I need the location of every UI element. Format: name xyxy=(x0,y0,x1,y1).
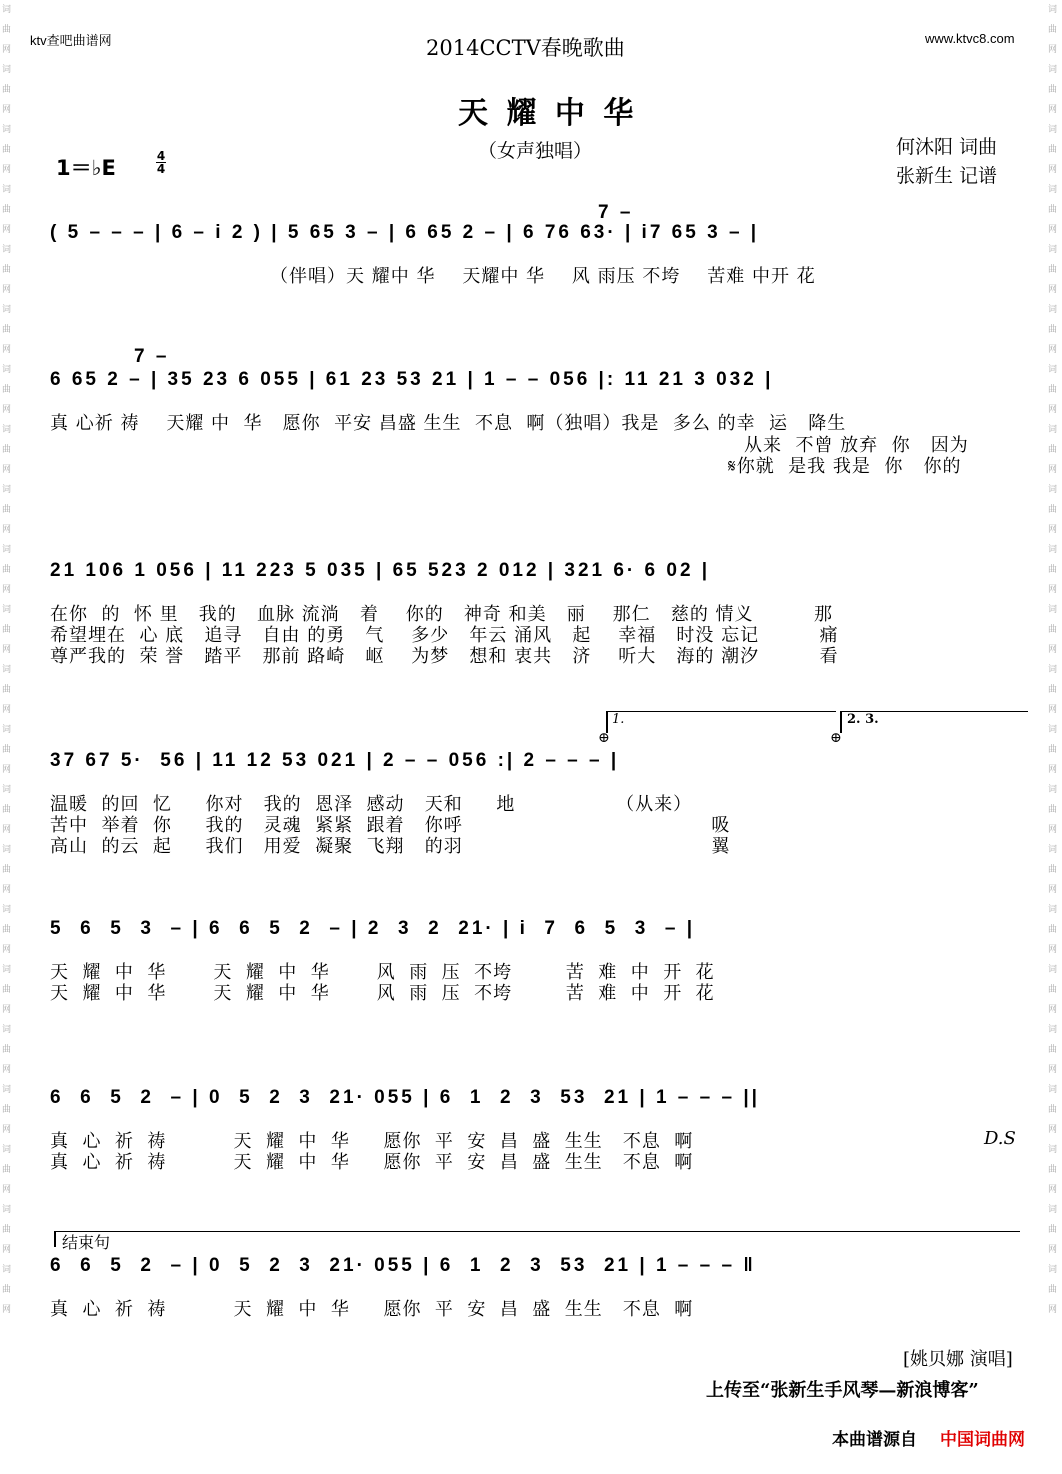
system5-lyric-1: 天 耀 中 华 天 耀 中 华 风 雨 压 不垮 苦 难 中 开 花 xyxy=(50,962,715,983)
volta-label-1: 1. xyxy=(612,712,625,727)
system3-lyric-2: 希望埋在 心 底 追寻 自由 的勇 气 多少 年云 涌风 起 幸福 时没 忘记 痛 xyxy=(50,625,839,646)
system4-notes: 37 67 5· 56 | 11 12 53 021 | 2 – – 056 :| 2 – – – | xyxy=(50,750,620,771)
dal-segno-mark: D.S xyxy=(984,1128,1016,1149)
watermark-right: 词曲网词曲网词曲网词曲网词曲网词曲网词曲网词曲网词曲网词曲网词曲网词曲网词曲网词曲网词曲网词曲网词曲网词曲网词曲网词曲网词曲网词曲网 xyxy=(1048,5,1058,1315)
system3-lyric-1: 在你 的 怀 里 我的 血脉 流淌 着 你的 神奇 和美 丽 那仁 慈的 情义 那 xyxy=(50,604,834,625)
system2-notes: 6 65 2 – | 35 23 6 055 | 61 23 53 21 | 1 – – 056 |: 11 21 3 032 | xyxy=(50,369,774,390)
volta-bracket-1 xyxy=(606,711,836,712)
system7-notes: 6 6 5 2 – | 0 5 2 3 21· 055 | 6 1 2 3 53 21 | 1 – – – ‖ xyxy=(50,1255,756,1276)
time-signature xyxy=(156,150,166,175)
song-subtitle: 2014CCTV春晚歌曲 xyxy=(426,36,625,60)
system2-lyric-1: 真 心祈 祷 天耀 中 华 愿你 平安 昌盛 生生 不息 啊（独唱）我是 多么 的幸 运 降生 xyxy=(50,413,847,434)
system1-upper-notes: 7 – xyxy=(598,202,849,223)
upload-credit: 上传至“张新生手风琴—新浪博客” xyxy=(706,1380,979,1401)
singer-credit: [姚贝娜 演唱] xyxy=(903,1349,1013,1370)
time-numerator: 4 xyxy=(156,149,166,163)
source-label: 本曲谱源自 xyxy=(832,1430,917,1449)
system5-notes: 5 6 5 3 – | 6 6 5 2 – | 2 3 2 21· | i 7 6 5 3 – | xyxy=(50,918,696,939)
system2-lyric-2: 从来 不曾 放弃 你 因为 xyxy=(744,435,969,456)
system4-lyric-2: 苦中 举着 你 我的 灵魂 紧紧 跟着 你呼 吸 xyxy=(50,815,731,836)
system6-lyric-2: 真 心 祈 祷 天 耀 中 华 愿你 平 安 昌 盛 生生 不息 啊 xyxy=(50,1152,694,1173)
site-left-label: ktv查吧曲谱网 xyxy=(30,33,112,48)
system6-notes: 6 6 5 2 – | 0 5 2 3 21· 055 | 6 1 2 3 53 21 | 1 – – – || xyxy=(50,1087,760,1108)
system4-lyric-3: 高山 的云 起 我们 用爱 凝聚 飞翔 的羽 翼 xyxy=(50,836,731,857)
system1-lyric: （伴唱）天 耀中 华 天耀中 华 风 雨压 不垮 苦难 中开 花 xyxy=(270,266,816,287)
voice-type: （女声独唱） xyxy=(478,140,593,162)
coda-sign-2: ⊕ xyxy=(830,730,842,746)
coda-bracket xyxy=(54,1231,1020,1232)
transcriber-credit: 张新生 记谱 xyxy=(896,165,998,187)
volta-label-2: 2. 3. xyxy=(847,712,879,727)
watermark-left: 词曲网词曲网词曲网词曲网词曲网词曲网词曲网词曲网词曲网词曲网词曲网词曲网词曲网词曲网词曲网词曲网词曲网词曲网词曲网词曲网词曲网词曲网 xyxy=(2,5,12,1315)
site-right-label: www.ktvc8.com xyxy=(925,31,1015,46)
system3-notes: 21 106 1 056 | 11 223 5 035 | 65 523 2 012 | 321 6· 6 02 | xyxy=(50,560,711,581)
coda-sign-1: ⊕ xyxy=(598,730,610,746)
coda-bracket-hook xyxy=(54,1231,56,1247)
system4-lyric-1: 温暖 的回 忆 你对 我的 恩泽 感动 天和 地 （从来） xyxy=(50,794,693,815)
system6-lyric-1: 真 心 祈 祷 天 耀 中 华 愿你 平 安 昌 盛 生生 不息 啊 xyxy=(50,1131,694,1152)
source-site-link[interactable]: 中国词曲网 xyxy=(940,1430,1025,1449)
key-signature: 1＝♭E xyxy=(56,156,116,180)
system5-lyric-2: 天 耀 中 华 天 耀 中 华 风 雨 压 不垮 苦 难 中 开 花 xyxy=(50,983,715,1004)
system3-lyric-3: 尊严我的 荣 誉 踏平 那前 路崎 岖 为梦 想和 衷共 济 听大 海的 潮汐 看 xyxy=(50,646,839,667)
lyricist-credit: 何沐阳 词曲 xyxy=(896,136,998,158)
song-title: 天 耀 中 华 xyxy=(458,96,638,131)
system2-lyric-3: 𝄋你就 是我 我是 你 你的 xyxy=(728,456,962,477)
coda-label: 结束句 xyxy=(62,1233,111,1252)
time-denominator: 4 xyxy=(156,162,166,176)
system7-lyric: 真 心 祈 祷 天 耀 中 华 愿你 平 安 昌 盛 生生 不息 啊 xyxy=(50,1299,694,1320)
system1-notes: ( 5 – – – | 6 – i 2 ) | 5 65 3 – | 6 65 2 – | 6 76 63· | i7 65 3 – | xyxy=(50,222,760,243)
system2-upper-notes: 7 – xyxy=(134,346,170,367)
